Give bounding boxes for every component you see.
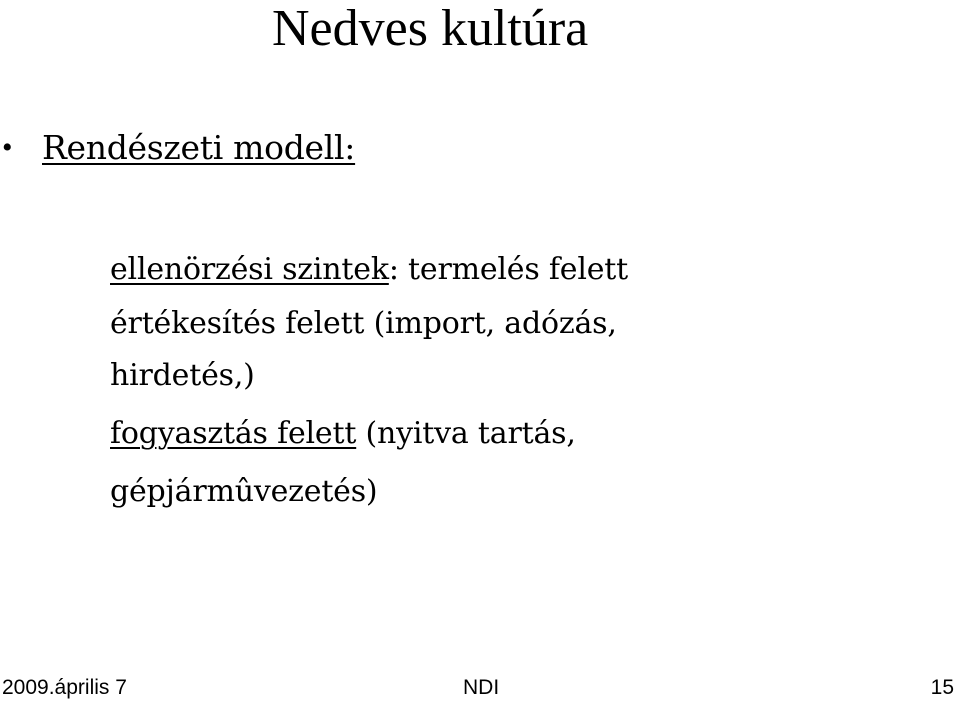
text-line-levels [110, 244, 628, 296]
line-remainder: : termelés felett [388, 252, 629, 287]
footer-org: NDI [463, 676, 500, 699]
footer-date: 2009.április 7 [2, 676, 127, 699]
bullet-icon: • [2, 131, 13, 164]
underlined-term: ellenörzési szintek [110, 252, 389, 287]
text-line-advertising: hirdetés,) [110, 358, 255, 393]
text-line-sales: értékesítés felett (import, adózás, [110, 306, 617, 341]
text-line-driving: gépjármûvezetés) [110, 474, 378, 509]
line-remainder: (nyitva tartás, [356, 416, 576, 451]
page-number: 15 [930, 676, 954, 699]
underlined-term: fogyasztás felett [110, 416, 357, 451]
slide-title: Nedves kultúra [272, 0, 589, 57]
section-heading: Rendészeti modell: [42, 128, 356, 167]
text-line-consumption [110, 408, 576, 460]
